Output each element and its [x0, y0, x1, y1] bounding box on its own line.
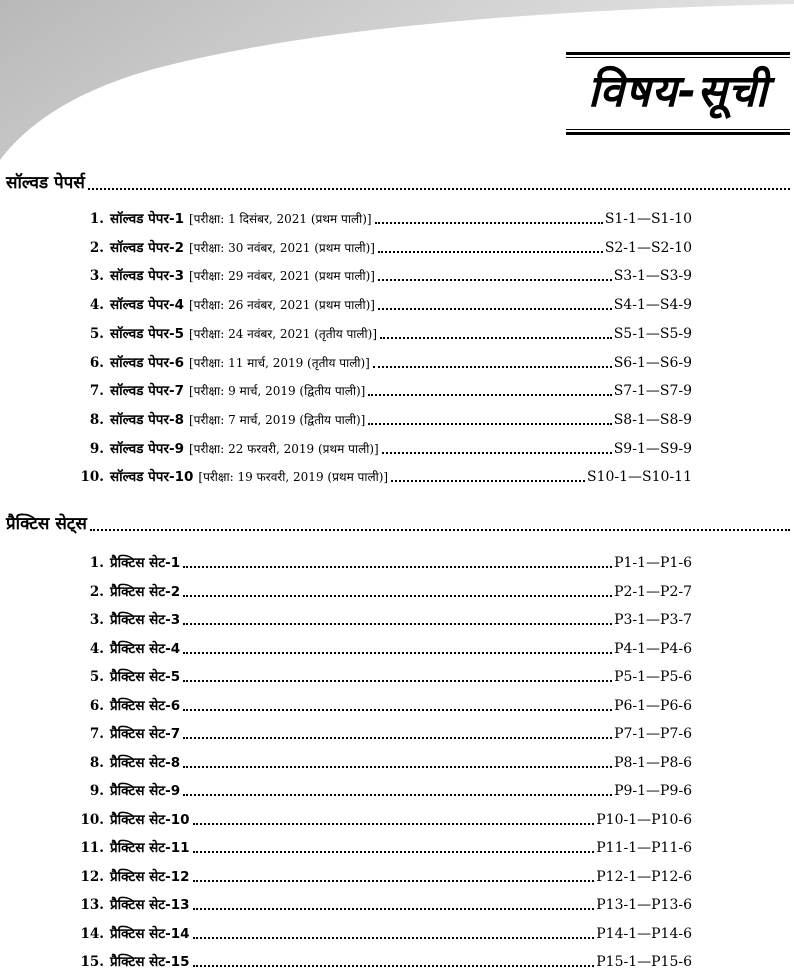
page-range: S3-1—S3-9 [613, 268, 692, 285]
entry-title: प्रैक्टिस सेट-2 [110, 583, 181, 600]
num: 9. [89, 440, 104, 457]
num: 5. [89, 325, 104, 342]
page-range: S1-1—S1-10 [604, 211, 692, 227]
entry-title: सॉल्वड पेपर-1 [110, 211, 184, 227]
leader-dots [380, 337, 612, 339]
toc-entry [76, 437, 692, 459]
leader-dots [183, 595, 612, 597]
num: 4. [89, 297, 104, 314]
num: 9. [89, 783, 104, 799]
page-range: S8-1—S8-9 [613, 411, 692, 428]
page-range: P4-1—P4-6 [614, 640, 692, 657]
leader-dots [193, 937, 595, 939]
toc-entry [76, 351, 692, 373]
solved-papers-heading: सॉल्वड पेपर्स [6, 170, 790, 194]
entry-title: प्रैक्टिस सेट-1 [110, 555, 181, 571]
leader-dots [193, 851, 595, 853]
entry-title: प्रैक्टिस सेट-11 [110, 840, 190, 856]
leader-dots [183, 794, 612, 796]
leader-dots [378, 279, 612, 281]
toc-entry [76, 836, 692, 858]
page-range: P8-1—P8-6 [614, 754, 692, 771]
practice-sets-heading: प्रैक्टिस सेट्स [6, 511, 790, 535]
leader-dots [183, 623, 612, 625]
toc-entry [76, 808, 692, 830]
page-range: P15-1—P15-6 [596, 954, 692, 970]
entry-title: प्रैक्टिस सेट-7 [110, 726, 181, 742]
entry-title: प्रैक्टिस सेट-4 [110, 640, 181, 657]
leader-dots [183, 709, 612, 711]
leader-dots [193, 880, 595, 882]
toc-entry [76, 379, 692, 401]
num: 7. [89, 726, 104, 742]
entry-title: प्रैक्टिस सेट-3 [110, 612, 181, 628]
leader-dots [382, 452, 612, 454]
page-range: S4-1—S4-9 [613, 297, 692, 314]
entry-title: सॉल्वड पेपर-8 [110, 411, 184, 428]
toc-entry [76, 950, 692, 972]
leader-dots [88, 188, 790, 190]
toc-entry [76, 408, 692, 430]
entry-title: सॉल्वड पेपर-3 [110, 268, 184, 285]
toc-entry [76, 637, 692, 659]
entry-title: प्रैक्टिस सेट-5 [110, 669, 181, 685]
entry-detail: [परीक्षा: 24 नवंबर, 2021 (तृतीय पाली)] [189, 326, 378, 341]
leader-dots [90, 529, 790, 531]
entry-title: सॉल्वड पेपर-5 [110, 325, 184, 342]
entry-title: सॉल्वड पेपर-6 [110, 354, 184, 371]
leader-dots [368, 423, 611, 425]
num: 8. [89, 754, 104, 771]
leader-dots [193, 908, 595, 910]
toc-entry [76, 236, 692, 258]
page-range: S10-1—S10-11 [587, 469, 692, 486]
page-range: P11-1—P11-6 [596, 840, 692, 856]
leader-dots [193, 823, 595, 825]
entry-title: सॉल्वड पेपर-2 [110, 239, 184, 256]
num: 13. [80, 897, 104, 913]
entry-detail: [परीक्षा: 26 नवंबर, 2021 (प्रथम पाली)] [189, 298, 375, 313]
num: 2. [89, 583, 104, 600]
num: 4. [89, 640, 104, 657]
toc-entry [76, 580, 692, 602]
toc-entry [76, 779, 692, 801]
toc-entry [76, 551, 692, 573]
toc-entry [76, 865, 692, 887]
entry-title: प्रैक्टिस सेट-6 [110, 697, 181, 714]
num: 2. [89, 239, 104, 256]
page-range: S9-1—S9-9 [613, 440, 692, 457]
entry-title: प्रैक्टिस सेट-14 [110, 925, 190, 942]
page-range: P9-1—P9-6 [614, 783, 692, 799]
toc-entry [76, 608, 692, 630]
page-range: S7-1—S7-9 [613, 383, 692, 400]
title-box [566, 52, 790, 136]
page-title: विषय-सूची [587, 66, 769, 117]
leader-dots [183, 566, 612, 568]
toc-entry [76, 207, 692, 229]
entry-detail: [परीक्षा: 22 फरवरी, 2019 (प्रथम पाली)] [189, 441, 379, 456]
num: 1. [89, 555, 104, 571]
num: 11. [80, 840, 104, 856]
leader-dots [375, 222, 603, 224]
entry-title: प्रैक्टिस सेट-8 [110, 754, 181, 771]
num: 3. [89, 612, 104, 628]
page-range: P10-1—P10-6 [596, 811, 692, 828]
entry-title: प्रैक्टिस सेट-13 [110, 897, 190, 913]
toc-entry [76, 922, 692, 944]
page-range: P3-1—P3-7 [614, 612, 692, 628]
leader-dots [183, 680, 612, 682]
entry-detail: [परीक्षा: 29 नवंबर, 2021 (प्रथम पाली)] [189, 269, 375, 284]
toc-entry [76, 722, 692, 744]
leader-dots [378, 251, 603, 253]
entry-detail: [परीक्षा: 30 नवंबर, 2021 (प्रथम पाली)] [189, 240, 375, 255]
page-range: S2-1—S2-10 [604, 239, 692, 256]
leader-dots [391, 480, 585, 482]
num: 6. [89, 697, 104, 714]
page-range: P12-1—P12-6 [596, 868, 692, 885]
page-range: P13-1—P13-6 [596, 897, 692, 913]
toc-entry [76, 694, 692, 716]
leader-dots [368, 394, 611, 396]
entry-detail: [परीक्षा: 1 दिसंबर, 2021 (प्रथम पाली)] [189, 212, 372, 226]
num: 15. [80, 954, 104, 970]
entry-detail: [परीक्षा: 11 मार्च, 2019 (तृतीय पाली)] [189, 355, 370, 370]
toc-entry [76, 751, 692, 773]
entry-title: प्रैक्टिस सेट-10 [110, 811, 190, 828]
num: 6. [89, 354, 104, 371]
toc-entry [76, 293, 692, 315]
num: 7. [89, 383, 104, 400]
page-range: P1-1—P1-6 [614, 555, 692, 571]
page-range: S6-1—S6-9 [613, 354, 692, 371]
entry-title: सॉल्वड पेपर-10 [110, 469, 194, 486]
entry-detail: [परीक्षा: 7 मार्च, 2019 (द्वितीय पाली)] [189, 412, 366, 427]
entry-title: प्रैक्टिस सेट-9 [110, 783, 181, 799]
num: 1. [89, 211, 104, 227]
entry-title: सॉल्वड पेपर-4 [110, 297, 184, 314]
toc-entry [76, 893, 692, 915]
page-range: S5-1—S5-9 [613, 325, 692, 342]
entry-title: प्रैक्टिस सेट-15 [110, 954, 190, 970]
leader-dots [183, 737, 612, 739]
leader-dots [373, 366, 612, 368]
page-range: P5-1—P5-6 [614, 669, 692, 685]
toc-entry [76, 465, 692, 487]
num: 5. [89, 669, 104, 685]
page-range: P6-1—P6-6 [614, 697, 692, 714]
toc-entry [76, 322, 692, 344]
toc-entry [76, 665, 692, 687]
leader-dots [378, 308, 612, 310]
entry-detail: [परीक्षा: 19 फरवरी, 2019 (प्रथम पाली)] [198, 470, 389, 485]
leader-dots [193, 965, 595, 967]
entry-detail: [परीक्षा: 9 मार्च, 2019 (द्वितीय पाली)] [189, 384, 366, 399]
entry-title: सॉल्वड पेपर-9 [110, 440, 184, 457]
num: 8. [89, 411, 104, 428]
num: 10. [80, 811, 104, 828]
leader-dots [183, 766, 612, 768]
page-range: P14-1—P14-6 [596, 925, 692, 942]
num: 10. [80, 469, 104, 486]
toc-entry [76, 264, 692, 286]
num: 14. [80, 925, 104, 942]
num: 12. [80, 868, 104, 885]
page-range: P7-1—P7-6 [614, 726, 692, 742]
num: 3. [89, 268, 104, 285]
entry-title: सॉल्वड पेपर-7 [110, 383, 184, 400]
leader-dots [183, 652, 612, 654]
entry-title: प्रैक्टिस सेट-12 [110, 868, 190, 885]
page-range: P2-1—P2-7 [614, 583, 692, 600]
